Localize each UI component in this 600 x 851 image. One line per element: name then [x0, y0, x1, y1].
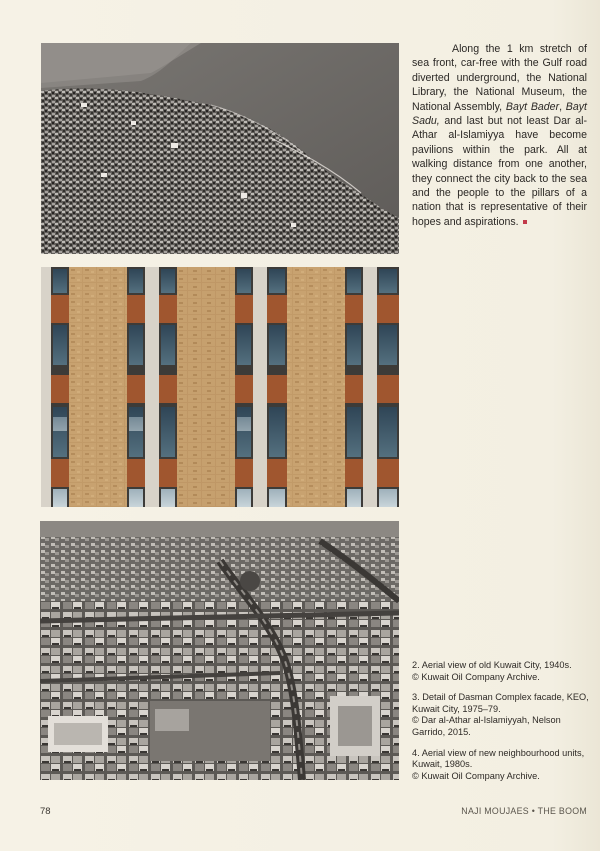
caption-list — [412, 660, 592, 791]
running-footer-author: NAJI MOUJAES — [461, 806, 529, 816]
running-footer-bullet: • — [531, 806, 536, 816]
running-footer — [461, 806, 587, 816]
body-text-part2: and last but not least Dar al-Athar al-Islamiyya have become pavilions within the park. All at walking distance from one another, they connect the city back to the sea and the people to the pillars of a nation that is representative of their hopes and aspirations. — [412, 115, 587, 228]
running-footer-section: THE BOOM — [537, 806, 587, 816]
caption-title: 4. Aerial view of new neighbourhood units, Kuwait, 1980s. — [412, 747, 585, 770]
end-mark-icon — [523, 220, 527, 224]
facade-photo-dasman-complex — [41, 267, 399, 507]
caption-credit: © Kuwait Oil Company Archive. — [412, 770, 540, 781]
caption-credit: © Dar al-Athar al-Islamiyyah, Nelson Garrido, 2015. — [412, 715, 561, 737]
caption-title: 2. Aerial view of old Kuwait City, 1940s. — [412, 660, 572, 670]
body-text-italic-bayt-sadu: Bayt Sadu, — [412, 100, 587, 128]
aerial-photo-old-kuwait — [41, 43, 399, 254]
page-number: 78 — [40, 806, 51, 817]
body-text-separator: , — [559, 100, 566, 113]
caption-2 — [412, 660, 592, 683]
caption-credit: © Kuwait Oil Company Archive. — [412, 671, 540, 682]
caption-title: 3. Detail of Dasman Complex facade, KEO, Kuwait City, 1975–79. — [412, 692, 589, 714]
caption-4 — [412, 748, 592, 783]
caption-3 — [412, 692, 592, 738]
body-text-italic-bayt-bader: Bayt Bader — [505, 100, 560, 113]
body-text-part1: Along the 1 km stretch of sea front, car-free with the Gulf road diverted underground, the National Library, the National Museum, the National Assembly, — [412, 43, 587, 113]
aerial-photo-new-neighbourhood — [40, 521, 399, 780]
body-paragraph — [412, 42, 587, 229]
